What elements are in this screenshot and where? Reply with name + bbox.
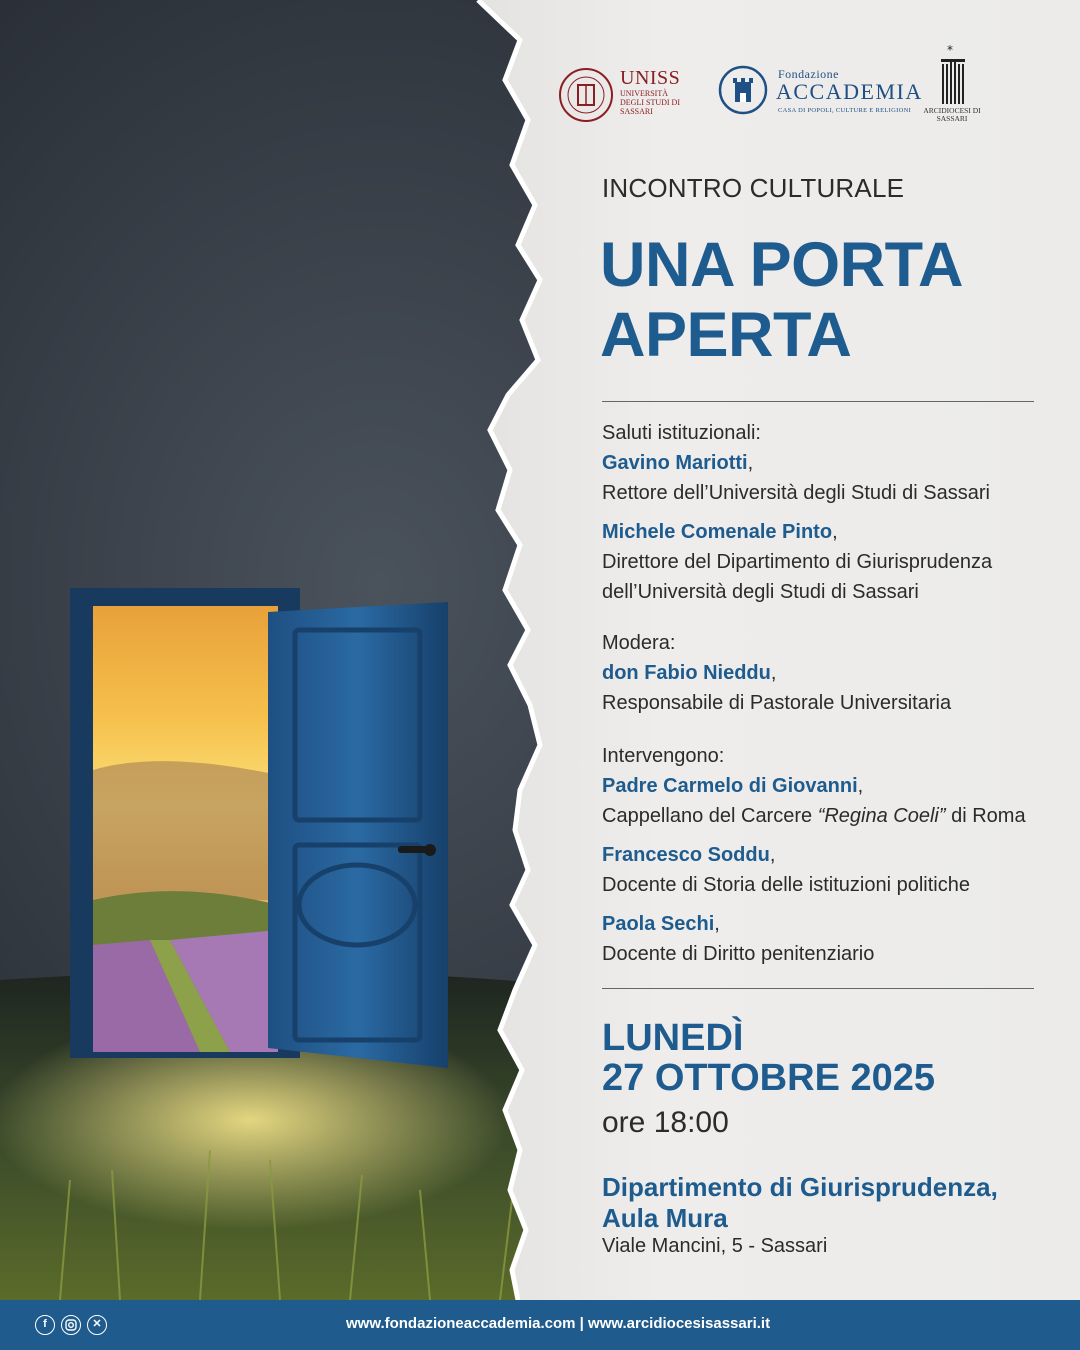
speaker-name-line: Padre Carmelo di Giovanni, xyxy=(602,775,864,797)
saluti-section xyxy=(602,418,992,607)
event-full-date: 27 OTTOBRE 2025 xyxy=(602,1057,936,1099)
speaker-role: Docente di Diritto penitenziario xyxy=(602,943,875,965)
accademia-tower-icon xyxy=(718,65,768,115)
event-venue xyxy=(602,1172,998,1234)
role-text: Cappellano del Carcere xyxy=(602,805,818,827)
speaker-name-line: Gavino Mariotti, xyxy=(602,452,754,474)
event-time: ore 18:00 xyxy=(602,1106,729,1139)
accademia-fondazione: Fondazione xyxy=(778,67,839,81)
facebook-icon[interactable]: f xyxy=(35,1315,55,1335)
footer-bar xyxy=(0,1300,1080,1350)
logos-row xyxy=(558,45,1028,130)
title-line-2: APERTA xyxy=(600,300,852,370)
accademia-tagline: CASA DI POPOLI, CULTURE E RELIGIONI xyxy=(778,107,912,114)
event-day: LUNEDÌ xyxy=(602,1017,744,1059)
event-date xyxy=(602,1018,935,1098)
speaker-name: Francesco Soddu xyxy=(602,844,770,866)
role-text: di Roma xyxy=(945,805,1026,827)
speaker-role: Rettore dell’Università degli Studi di Sassari xyxy=(602,482,990,504)
arcidiocesi-label: ARCIDIOCESI DI SASSARI xyxy=(923,106,981,123)
modera-label: Modera: xyxy=(602,632,676,654)
uniss-subtitle: UNIVERSITÀ DEGLI STUDI DI SASSARI xyxy=(620,89,680,116)
speaker-role xyxy=(602,801,1026,831)
speaker-name: Paola Sechi xyxy=(602,913,715,935)
modera-section xyxy=(602,628,951,718)
speaker-name-line: Francesco Soddu, xyxy=(602,844,776,866)
svg-text:*: * xyxy=(947,45,953,57)
instagram-icon[interactable] xyxy=(61,1315,81,1335)
title-line-1: UNA PORTA xyxy=(600,230,963,300)
venue-line-1: Dipartimento di Giurisprudenza, xyxy=(602,1172,998,1202)
event-kicker: INCONTRO CULTURALE xyxy=(602,173,905,203)
speaker-name: Gavino Mariotti xyxy=(602,452,748,474)
role-emphasis: “Regina Coeli” xyxy=(817,805,946,827)
uniss-name: UNISS xyxy=(620,67,681,89)
speaker-name: don Fabio Nieddu xyxy=(602,662,771,684)
speaker-name-line: Michele Comenale Pinto, xyxy=(602,521,838,543)
speaker-role: dell’Università degli Studi di Sassari xyxy=(602,581,919,603)
speaker-name-line: don Fabio Nieddu, xyxy=(602,662,777,684)
speaker-name: Padre Carmelo di Giovanni xyxy=(602,775,858,797)
divider-bottom xyxy=(602,988,1034,989)
cathedral-icon xyxy=(936,45,970,107)
speaker-name-line: Paola Sechi, xyxy=(602,913,720,935)
saluti-label: Saluti istituzionali: xyxy=(602,422,761,444)
uniss-seal-icon xyxy=(558,67,614,123)
divider-top xyxy=(602,401,1034,402)
x-icon[interactable]: ✕ xyxy=(87,1315,107,1335)
intervengono-section xyxy=(602,741,1026,969)
venue-line-2: Aula Mura xyxy=(602,1203,728,1233)
footer-links[interactable]: www.fondazioneaccademia.com | www.arcidiocesisassari.it xyxy=(346,1315,771,1332)
event-address: Viale Mancini, 5 - Sassari xyxy=(602,1235,828,1257)
speaker-role: Responsabile di Pastorale Universitaria xyxy=(602,692,952,714)
speaker-role: Direttore del Dipartimento di Giurisprudenza xyxy=(602,551,993,573)
intervengono-label: Intervengono: xyxy=(602,745,725,767)
speaker-role: Docente di Storia delle istituzioni politiche xyxy=(602,874,970,896)
speaker-name: Michele Comenale Pinto xyxy=(602,521,833,543)
event-title xyxy=(600,230,963,370)
accademia-name: ACCADEMIA xyxy=(776,79,923,104)
